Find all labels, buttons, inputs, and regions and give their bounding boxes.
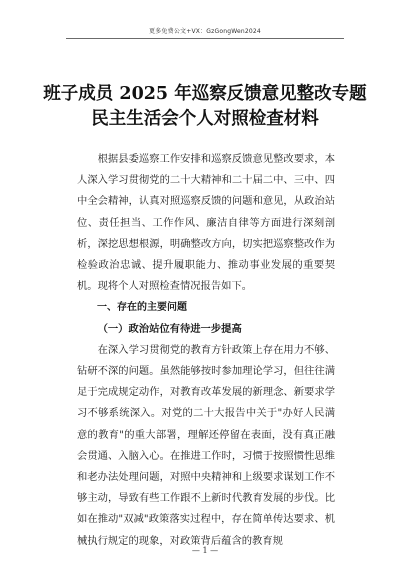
header-note: 更多免费公文+VX：GzGongWen2024: [149, 28, 261, 35]
title-line-2: 民主生活会个人对照检查材料: [91, 109, 319, 129]
header-divider: [66, 38, 344, 39]
title-line-1: 班子成员 2025 年巡察反馈意见整改专题: [43, 84, 367, 104]
document-title: [0, 82, 410, 132]
subsection-heading: （一）政治站位有待进一步提高: [97, 322, 242, 335]
body-paragraph: 在深入学习贯彻党的教育方针政策上存在用力不够、钻研不深的问题。虽然能够按时参加理论学习，但往往满足于完成规定动作，对教育改革发展的新理念、新要求学习不够系统深入。对党的二十大报告中关于"办好人民满意的教育"的重大部署，理解还停留在表面，没有真正融会贯通、入脑入心。在推进工作时，习惯于按照惯性思维和老办法处理问题，对照中央精神和上级要求谋划工作不够主动，导致有些工作跟不上新时代教育发展的步伐。比如在推动"双减"政策落实过程中，存在简单传达要求、机械执行规定的现象，对政策背后蕴含的教育规: [77, 343, 335, 547]
page-number: — 1 —: [191, 546, 219, 555]
document-body: [77, 149, 335, 552]
intro-paragraph: 根据县委巡察工作安排和巡察反馈意见整改要求，本人深入学习贯彻党的二十大精神和二十届二中、三中、四中全会精神，认真对照巡察反馈的问题和意见，从政治站位、责任担当、工作作风、廉洁自律等方面进行深刻剖析，深挖思想根源，明确整改方向，切实把巡察整改作为检验政治忠诚、提升履职能力、推动事业发展的重要契机。现将个人对照检查情况报告如下。: [77, 153, 335, 293]
section-heading: 一、存在的主要问题: [97, 302, 187, 314]
